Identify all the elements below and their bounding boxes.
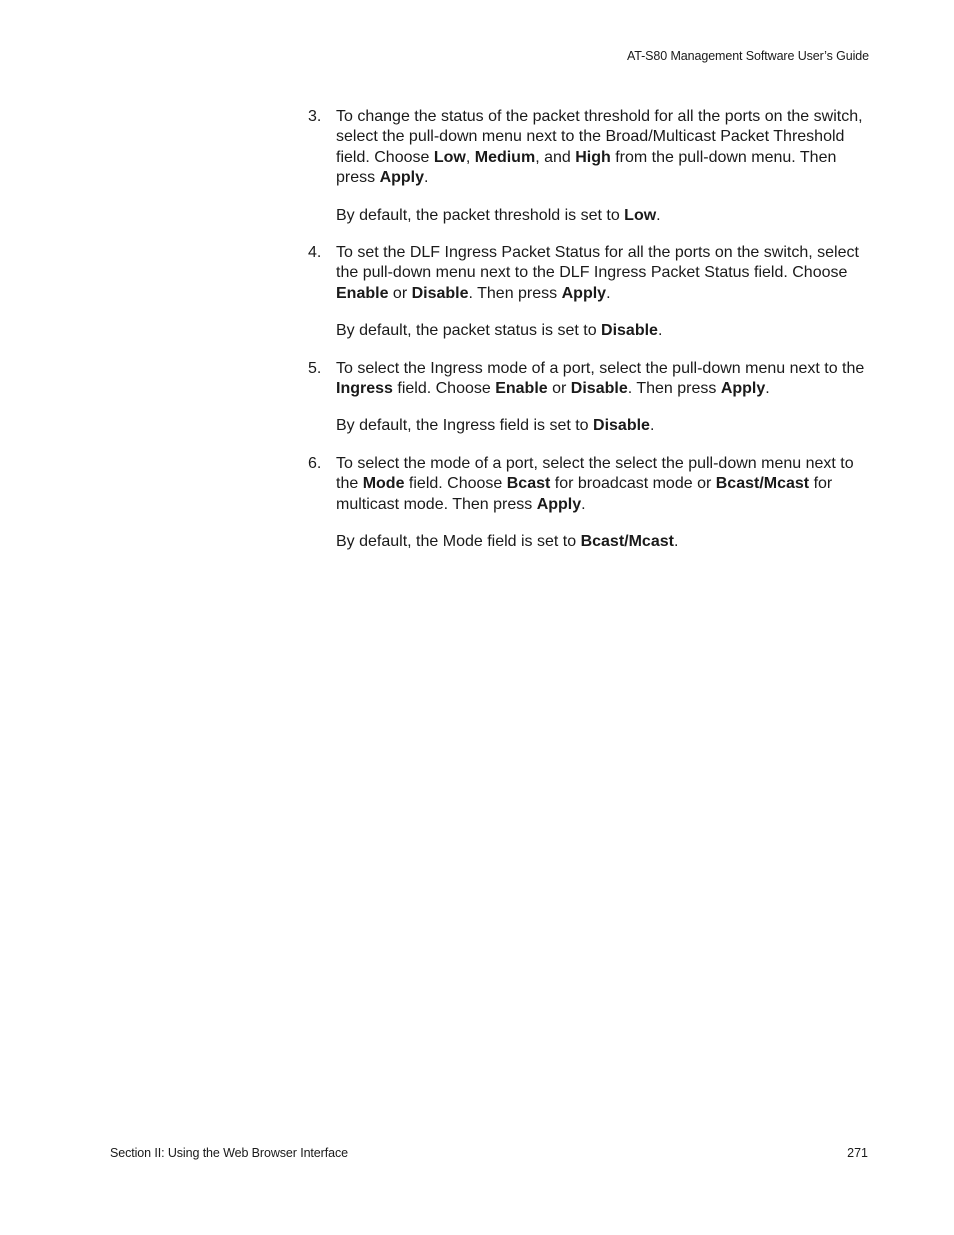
default-note-6	[308, 532, 870, 552]
default-note-4	[308, 321, 870, 341]
step-text: To set the DLF Ingress Packet Status for all the ports on the switch, select the pull-down menu next to the DLF Ingress Packet Status field. Choose	[336, 244, 859, 282]
option-high: High	[575, 148, 611, 166]
step-3	[308, 107, 870, 189]
footer-section-title: Section II: Using the Web Browser Interface	[110, 1146, 348, 1160]
step-number: 6.	[308, 454, 322, 472]
option-bcast-mcast: Bcast/Mcast	[715, 475, 810, 493]
step-number: 4.	[308, 244, 322, 262]
step-text: or	[388, 284, 412, 302]
step-text: To select the mode of a port, select the select the pull-down menu next to the	[336, 454, 854, 493]
step-text: . Then press	[468, 284, 562, 302]
running-header: AT-S80 Management Software User’s Guide	[626, 49, 869, 63]
option-medium: Medium	[474, 148, 536, 166]
step-5	[308, 359, 870, 400]
note-text: By default, the Ingress field is set to	[336, 417, 594, 435]
step-6	[308, 454, 870, 515]
step-text: for multicast mode. Then press	[336, 475, 833, 513]
step-text: , and	[535, 148, 576, 166]
apply-term: Apply	[536, 495, 582, 513]
note-text: .	[656, 206, 661, 224]
step-text: .	[765, 380, 770, 398]
step-text: To change the status of the packet threshold for all the ports on the switch, select the pull-down menu next to the Broad/Multicast Packet Threshold field. Choose	[336, 108, 863, 166]
step-text: . Then press	[627, 380, 721, 398]
option-enable: Enable	[495, 380, 548, 398]
step-text: for broadcast mode or	[550, 475, 716, 493]
option-bcast: Bcast	[506, 475, 551, 493]
step-text: .	[424, 169, 429, 187]
step-number: 3.	[308, 108, 322, 125]
step-text: To select the Ingress mode of a port, select the pull-down menu next to the	[336, 359, 865, 377]
note-text: .	[673, 533, 679, 551]
default-value: Disable	[601, 322, 658, 340]
default-note-5	[308, 416, 870, 436]
note-text: By default, the packet threshold is set to	[336, 206, 625, 224]
step-text: field. Choose	[392, 380, 496, 398]
default-value: Disable	[593, 417, 650, 435]
field-mode: Mode	[362, 475, 405, 493]
note-text: .	[649, 417, 655, 435]
note-text: .	[657, 322, 663, 340]
default-value: Low	[624, 206, 657, 224]
field-ingress: Ingress	[336, 380, 393, 398]
apply-term: Apply	[561, 284, 607, 302]
apply-term: Apply	[379, 169, 425, 187]
step-text: ,	[465, 148, 475, 166]
step-4	[308, 243, 870, 304]
note-text: By default, the Mode field is set to	[336, 533, 581, 551]
step-number: 5.	[308, 359, 322, 377]
default-value: Bcast/Mcast	[580, 533, 674, 551]
step-text: .	[581, 495, 586, 513]
document-body	[308, 107, 870, 570]
apply-term: Apply	[720, 380, 766, 398]
step-text: .	[606, 284, 611, 302]
option-disable: Disable	[411, 284, 469, 302]
step-text: field. Choose	[404, 475, 507, 493]
page-number: 271	[847, 1146, 868, 1160]
default-note-3	[308, 206, 870, 226]
step-text: or	[547, 380, 571, 398]
option-disable: Disable	[570, 380, 628, 398]
step-text: from the pull-down menu. Then press	[336, 148, 837, 187]
note-text: By default, the packet status is set to	[336, 322, 602, 340]
option-low: Low	[433, 148, 466, 166]
option-enable: Enable	[336, 284, 389, 302]
